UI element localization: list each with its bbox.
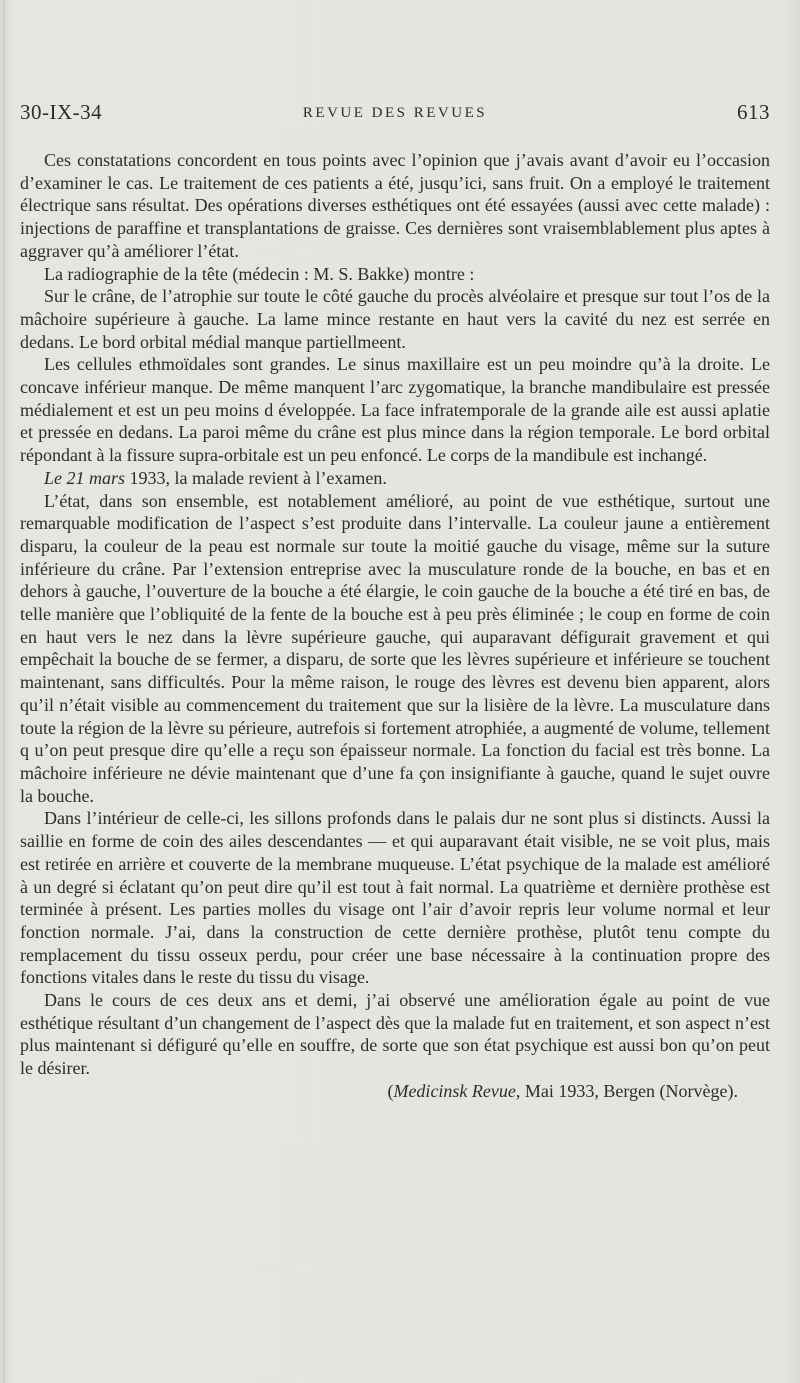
paragraph: Ces constatations concordent en tous points avec l’opinion que j’avais avant d’avoir eu l’occasion d’examiner le cas. Le traitement de ces patients a été, jusqu’ici, sans fruit. On a employé le traitement électrique sans résultat. Des opérations diverses esthétiques ont été essayées (aussi avec cette malade) : injections de paraffine et transplantations de graisse. Ces dernières sont vraisemblablement plus aptes à aggraver qu’à améliorer l’état. <box>20 150 770 261</box>
source-citation <box>20 1080 770 1103</box>
paragraph: Dans le cours de ces deux ans et demi, j’ai observé une amélioration égale au point de vue esthétique résultant d’un changement de l’aspect dès que la malade fut en traitement, et son aspect n’est plus maintenant si défiguré qu’elle en souffre, de sorte que son état psychique est aussi bon qu’on peut le désirer. <box>20 990 770 1079</box>
header-journal-title: REVUE DES REVUES <box>302 105 488 121</box>
paragraph: Dans l’intérieur de celle-ci, les sillons profonds dans le palais dur ne sont plus si distincts. Aussi la saillie en forme de coin des ailes descendantes — et qui auparavant était visible, ne se voit plus, mais est retirée en arrière et couverte de la membrane muqueuse. L’état psychique de la malade est amélioré à un degré si éclatant qu’on peut dire qu’il est tout à fait normal. La quatrième et dernière prothèse est terminée à présent. Les parties molles du visage ont l’air d’avoir repris leur volume normal et leur fonction normale. J’ai, dans la construction de cette dernière prothèse, plutôt tenu compte du remplacement du tissu osseux perdu, pour créer une base nécessaire à la continuation propre des fonctions vitales dans le reste du tissu du visage. <box>20 808 770 988</box>
paragraph: La radiographie de la tête (médecin : M. S. Bakke) montre : <box>44 263 475 284</box>
dated-paragraph-text: 1933, la malade revient à l’examen. <box>125 467 387 488</box>
citation-details: , Mai 1933, Bergen (Norvège). <box>515 1080 738 1101</box>
header-page-number: 613 <box>737 100 770 124</box>
page-gutter-shadow <box>3 0 5 1383</box>
running-header <box>20 100 770 130</box>
paragraph: Les cellules ethmoïdales sont grandes. Le sinus maxillaire est un peu moindre qu’à la droite. Le concave inférieur manque. De même manquent l’arc zygomatique, la branche mandibulaire est pressée médialement et est un peu moins d éveloppée. La face infratemporale de la grande aile est aussi aplatie et pressée en dedans. La paroi même du crâne est plus mince dans la région temporale. Le bord orbital répondant à la fissure supra-orbitale est un peu enfoncé. Le corps de la mandibule est inchangé. <box>20 354 770 466</box>
dated-paragraph <box>20 467 770 490</box>
paragraph: L’état, dans son ensemble, est notablement amélioré, au point de vue esthétique, surtout une remarquable modification de l’aspect s’est produite dans l’intervalle. La couleur jaune a entièrement disparu, la couleur de la peau est normale sur toute la moitié gauche du visage, même sur la suture inférieure du crâne. Par l’extension entreprise avec la musculature ronde de la bouche, en bas et en dehors à gauche, l’ouverture de la bouche a été élargie, le coin gauche de la bouche a été tiré en bas, de telle manière que l’obliquité de la fente de la bouche est à peu près éliminée ; le coup en forme de coin en haut vers le nez dans la lèvre supérieure gauche, qui auparavant défigurait gravement et qui empêchait la bouche de se fermer, a disparu, de sorte que les lèvres supérieure et inférieure se touchent maintenant, sans difficultés. Pour la même raison, le rouge des lèvres est devenu bien apparent, alors qu’il n’était visible au commencement du traitement que sur la lisière de la lèvre. La musculature dans toute la région de la lèvre su périeure, autrefois si fortement atrophiée, a augmenté de volume, tellement q u’on peut presque dire qu’elle a reçu son épaisseur normale. La fonction du facial est très bonne. La mâchoire inférieure ne dévie maintenant que d’une fa çon insignifiante à gauche, quand le sujet ouvre la bouche. <box>20 490 770 806</box>
citation-open-paren: ( <box>387 1080 394 1101</box>
citation-source: Medicinsk Revue <box>393 1080 516 1101</box>
article-body <box>20 149 770 1103</box>
date-italic: Le 21 mars <box>44 467 126 488</box>
header-date: 30-IX-34 <box>20 100 103 124</box>
paragraph: Sur le crâne, de l’atrophie sur toute le côté gauche du procès alvéolaire et presque sur tout l’os de la mâchoire supérieure à gauche. La lame mince restante en haut vers la cavité du nez est serrée en dedans. Le bord orbital médial manque partiellmeent. <box>20 286 770 352</box>
